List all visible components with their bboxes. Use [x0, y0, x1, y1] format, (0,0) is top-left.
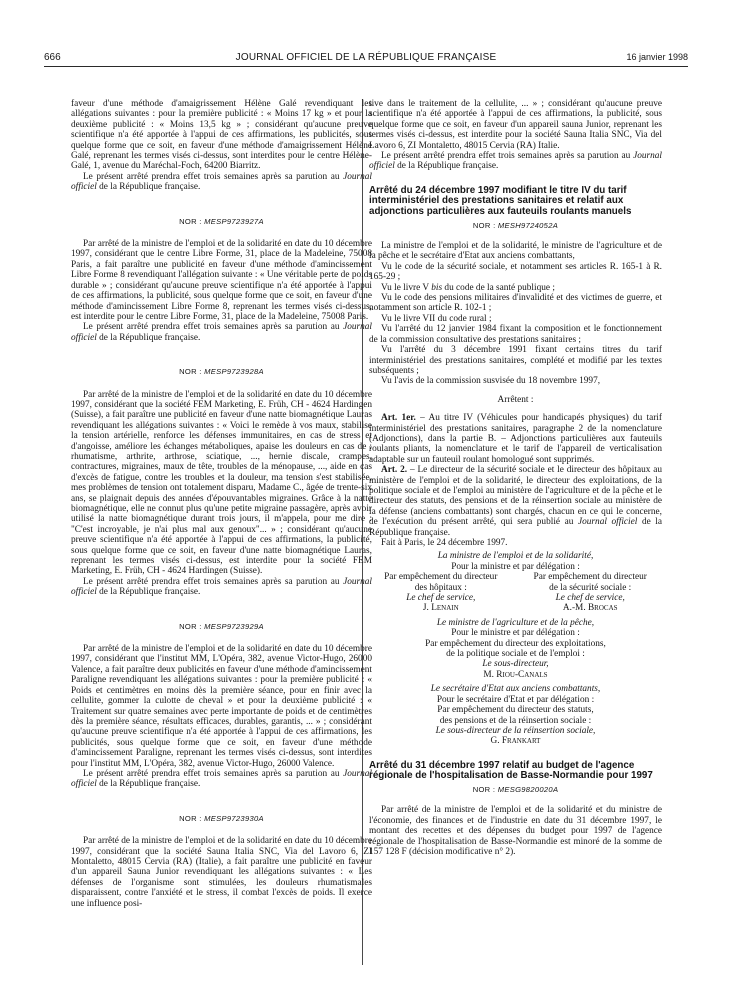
decree-title: Arrêté du 31 décembre 1997 relatif au budget de l'agence régionale de l'hospitalisation de Basse-Normandie pour 1997: [369, 759, 653, 782]
visa: Vu le code de la sécurité sociale, et notamment ses articles R. 165-1 à R. 165-29 ;: [369, 261, 662, 283]
closing-line: Le présent arrêté prendra effet trois semaines après sa parution au Journal officiel de la République française.: [71, 322, 372, 343]
signatory-line: Par empêchement du directeur des statuts,: [437, 705, 594, 716]
nor-reference: NOR : MESP9723930A: [179, 813, 264, 823]
left-column: [71, 99, 372, 909]
paragraph: tive dans le traitement de la cellulite, ... » ; considérant qu'aucune preuve scientifique n'a été apportée à l'appui de ces affirmations, la publicité, sous quelque forme que ce soit, en faveur d'un appareil sauna Junior, reprenant les termes visés ci-dessus, est interdite pour la société Sauna Italia SNC, Via del Lavoro 6, ZI Montaletto, 48015 Cervia (RA) Italie.: [369, 99, 662, 151]
signature-left: Par empêchement du directeur des hôpitaux : Le chef de service, J. Lenain: [369, 572, 513, 614]
signature-right: Par empêchement du directeur de la sécurité sociale : Le chef de service, A.-M. Brocas: [518, 572, 662, 614]
visa: Vu le livre V bis du code de la santé publique ;: [381, 282, 555, 293]
paragraph: Par arrêté de la ministre de l'emploi et de la solidarité et du ministre de l'économie, des finances et de l'industrie en date du 31 décembre 1997, le montant des recettes et des dépenses du budget pour 1997 de l'agence régionale de l'hospitalisation de Basse-Normandie est minoré de la somme de 157 128 F (décision modificative n° 2).: [369, 805, 662, 857]
right-column: [369, 99, 662, 857]
article: Art. 1er. – Au titre IV (Véhicules pour handicapés physiques) du tarif interministériel des prestations sanitaires, paragraphe 2 de la nomenclature (Adjonctions), dans la partie B. – Adjonctions particulières aux fauteuils roulants pliants, la nomenclature et le tarif de l'appareil de verticalisation adaptable sur un fauteuil roulant homologué sont supprimés.: [369, 413, 662, 465]
paragraph: Par arrêté de la ministre de l'emploi et de la solidarité en date du 10 décembre 1997, considérant que la société Sauna Italia SNC, Via del Lavoro 6, ZI Montaletto, 48015 Cervia (RA) (Italie), a fait paraître une publicité en faveur d'un appareil Sauna Junior revendiquant les allégations suivantes : « Les défenses de l'organisme sont stimulées, les douleurs rhumatismales disparaissent, contre l'anxiété et le stress, il combat l'excès de poids. Il exerce une influence posi-: [71, 836, 372, 909]
decree-title: Arrêté du 24 décembre 1997 modifiant le titre IV du tarif interministériel des prestations sanitaires et relatif aux adjonctions particulières aux fauteuils roulants manuels: [369, 184, 632, 218]
visa: Vu l'arrêté du 3 décembre 1991 fixant certains titres du tarif interministériel des prestations sanitaires, complété et modifié par les textes subséquents ;: [369, 345, 662, 376]
journal-title: JOURNAL OFFICIEL DE LA RÉPUBLIQUE FRANÇAISE: [235, 52, 497, 63]
arretent-heading: Arrêtent :: [497, 394, 534, 405]
paragraph: faveur d'une méthode d'amaigrissement Hélène Galé revendiquant les allégations suivantes : pour la première publicité : « Moins 17 kg » et pour la deuxième publicité : « Moins 13,5 kg » ; considérant qu'aucune preuve scientifique n'a été apportée à l'appui de ces affirmations, les publicités, sous quelque forme que ce soit, en faveur d'une méthode d'amaigrissement Hélène Galé, reprenant les termes visés ci-dessus, sont interdites pour le centre Hélène-Galé, 1, avenue du Maréchal-Foch, 64200 Biarritz.: [71, 99, 372, 172]
paragraph: Par arrêté de la ministre de l'emploi et de la solidarité en date du 10 décembre 1997, considérant que la société FEM Marketing, E. Früh, CH - 4624 Hardingen (Suisse), a fait paraître une publicité en faveur d'une natte biomagnétique Lauras revendiquant les allégations suivantes : « Voici le remède à vos maux, stabilise la tension artérielle, renforce les défenses immunitaires, en cas de stress et d'angoisse, améliore les échanges métaboliques, apaise les douleurs en cas de : rhumatisme, arthrite, arthrose, sciatique, ..., hernie discale, crampes, contractures, migraines, maux de tête, troubles de la ménopause, ..., aide en cas d'excès de fatigue, contre les troubles et la douleur, ma tension s'est stabilisée, mes problèmes de tension ont totalement disparu, Madame C., âgée de trente-six ans, se plaignait depuis des années d'épouvantables migraines. Grâce à la natte biomagnétique, elle ne connut plus qu'une petite migraine passagère, après avoir utilisé la natte biomagnétique durant trois jours, il m'appela, pour me dire : "C'est incroyable, je n'ai plus mal aux genoux"... » ; considérant qu'aucune preuve scientifique n'a été apportée à l'appui de ces affirmations, la publicité, sous quelque forme que ce soit, en faveur d'une natte biomagnétique Lauras, reprenant les termes visés ci-dessus, est interdite pour la société FEM Marketing, E. Früh, CH - 4624 Hardingen (Suisse).: [71, 389, 372, 577]
signatory-line: Pour la ministre et par délégation :: [451, 561, 580, 572]
signatory-line: Pour le secrétaire d'Etat et par délégation :: [436, 694, 595, 705]
visa: Vu l'arrêté du 12 janvier 1984 fixant la composition et le fonctionnement de la commission consultative des prestations sanitaires ;: [369, 324, 662, 345]
signatory-title: Le ministre de l'agriculture et de la pêche,: [436, 617, 595, 628]
signatory-title: La ministre de l'emploi et de la solidarité,: [437, 551, 594, 562]
signatory-name: J. Lenain: [422, 603, 459, 614]
journal-officiel-ref: Journal officiel: [71, 171, 372, 193]
paragraph: Par arrêté de la ministre de l'emploi et de la solidarité en date du 10 décembre 1997, considérant que l'institut MM, L'Opéra, 382, avenue Victor-Hugo, 26000 Valence, a fait paraître deux publicités en faveur d'une méthode d'amincissement Paraligne revendiquant les allégations suivantes : pour la première publicité : « Poids et centimètres en moins dès la première séance, pour en finir avec la cellulite, gommer la culotte de cheval » et pour la deuxième publicité : « Traitement sur quatre semaines avec perte importante de poids et de centimètres dès la première séance, résultats efficaces, durables, garantis, ... » ; considérant qu'aucune preuve scientifique n'a été apportée à l'appui de ces affirmations, les publicités, sous quelque forme que ce soit, en faveur d'une méthode d'amincissement Paraligne, reprenant les termes visés ci-dessus, sont interdites pour l'institut MM, L'Opéra, 382, avenue Victor-Hugo, 26000 Valence.: [71, 644, 372, 769]
nor-reference: NOR : MESH9724052A: [472, 220, 559, 230]
signatory-line: Pour le ministre et par délégation :: [451, 628, 580, 639]
closing-line: Le présent arrêté prendra effet trois semaines après sa parution au Journal officiel de la République française.: [71, 171, 372, 193]
fait-line: Fait à Paris, le 24 décembre 1997.: [381, 538, 508, 548]
signatory-name: M. Riou-Canals: [483, 669, 548, 680]
signatory-title: Le secrétaire d'Etat aux anciens combattants,: [430, 684, 601, 695]
signatory-line: Le sous-directeur,: [482, 659, 549, 670]
nor-reference: NOR : MESP9723927A: [179, 216, 264, 226]
signatory-line: Par empêchement du directeur des exploitations,: [425, 638, 606, 649]
closing-line: Le présent arrêté prendra effet trois semaines après sa parution au Journal officiel de la République française.: [369, 151, 663, 172]
closing-line: Le présent arrêté prendra effet trois semaines après sa parution au Journal officiel de la République française.: [71, 768, 372, 790]
signatory-line: de la politique sociale et de l'emploi :: [446, 649, 585, 660]
paragraph: La ministre de l'emploi et de la solidarité, le ministre de l'agriculture et de la pêche et le secrétaire d'Etat aux anciens combattants,: [369, 241, 662, 262]
nor-reference: NOR : MESP9723929A: [179, 621, 264, 631]
signatory-name: G. Frankart: [490, 736, 541, 747]
closing-line: Le présent arrêté prendra effet trois semaines après sa parution au Journal officiel de la République française.: [71, 576, 372, 598]
paragraph: Par arrêté de la ministre de l'emploi et de la solidarité en date du 10 décembre 1997, considérant que le centre Libre Forme, 31, place de la Madeleine, 75008 Paris, a fait paraître une publicité en faveur d'une méthode d'amincissement Libre Forme 8 revendiquant l'allégation suivante : « Une véritable perte de poids durable » ; considérant qu'aucune preuve scientifique n'a été apportée à l'appui de ces affirmations, la publicité, sous quelque forme que ce soit, en faveur d'une méthode d'amincissement Libre Forme 8, reprenant les termes visés ci-dessus, est interdite pour le centre Libre Forme, 31, place de la Madeleine, 75008 Paris.: [71, 239, 372, 322]
visa: Vu le livre VII du code rural ;: [381, 313, 492, 324]
article: Art. 2. – Le directeur de la sécurité sociale et le directeur des hôpitaux au ministère de l'emploi et de la solidarité, le directeur des exploitations, de la politique sociale et de l'emploi au ministère de l'agriculture et de la pêche et le directeur des statuts, des pensions et de la réinsertion sociale au ministère de la défense (anciens combattants) sont chargés, chacun en ce qui le concerne, de l'exécution du présent arrêté, qui sera publié au Journal officiel de la République française.: [369, 465, 663, 538]
issue-date: 16 janvier 1998: [626, 52, 688, 62]
visa: Vu le code des pensions militaires d'invalidité et des victimes de guerre, et notamment son article R. 102-1 ;: [369, 293, 662, 314]
visa: Vu l'avis de la commission susvisée du 18 novembre 1997,: [381, 376, 601, 387]
signatory-name: A.-M. Brocas: [562, 603, 618, 614]
signatory-line: des pensions et de la réinsertion sociale :: [439, 715, 592, 726]
page-number: 666: [44, 52, 61, 63]
signature-pair: [369, 572, 662, 614]
nor-reference: NOR : MESP9723928A: [179, 367, 264, 377]
signatory-line: Le sous-directeur de la réinsertion sociale,: [435, 725, 596, 736]
nor-reference: NOR : MESG9820020A: [472, 784, 559, 794]
page-header: [44, 52, 688, 67]
